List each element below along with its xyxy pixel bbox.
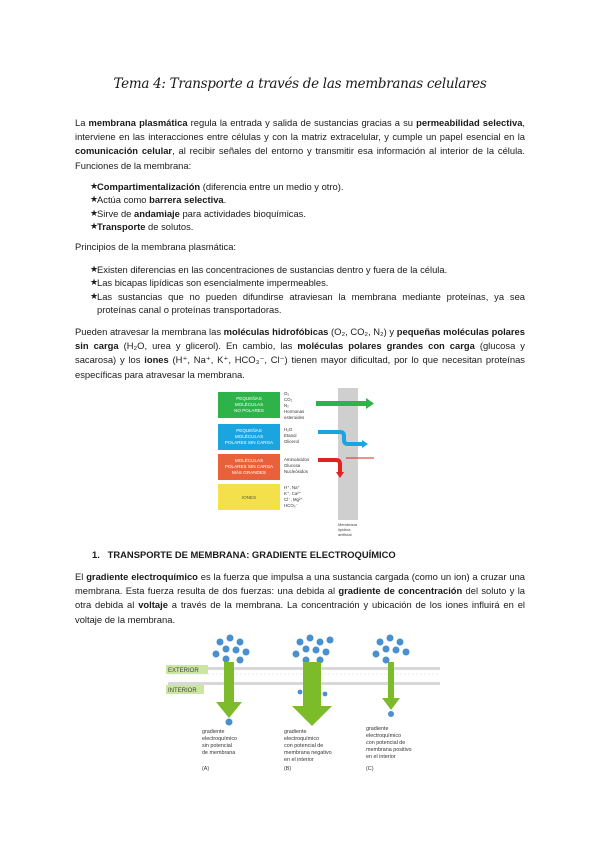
box-label: MÁS GRANDES [232,470,266,475]
items-label: Etanol [284,433,297,438]
list-item: ★ Transporte de solutos. [90,220,194,232]
page-title: Tema 4: Transporte a través de las membranas celulares [113,76,487,92]
caption-line: con potencial de [284,743,324,749]
caption-line: gradiente [202,729,225,735]
lipid-membrane [338,388,358,520]
gradient-arrow [224,662,234,702]
items-label: Glicerol [284,439,299,444]
ion-cluster [213,635,250,664]
caption-line: electroquímico [284,736,320,742]
box-label: NO POLARES [234,408,264,413]
arrow-head [216,702,242,718]
star-bullet-icon: ★ [90,207,99,218]
panel-letter: (B) [284,766,292,772]
caption-line: membrana negativo [284,750,332,756]
intro-paragraph: La membrana plasmática regula la entrada y salida de sustancias gracias a su permeabilidad selectiva, interviene en las interacciones entre células y con la matriz extracelular, y cumple un papel esencial en la comunicación celular, al recibir señales del entorno y transmitir esa información al interior de la célula. Funciones de la membrana: [75,117,526,171]
electro-paragraph: El gradiente electroquímico es la fuerza que impulsa a una sustancia cargada (como un ion) a cruzar una membrana. Esta fuerza resulta de dos fuerzas: una debida al gradiente de concentración del soluto y la otra debida al voltaje a través de la membrana. La concentración y ubicación de los iones influirá en el voltaje de la membrana. [75,571,526,625]
items-label: Cl⁻, Mg²⁺ [284,497,303,502]
row-ions [218,484,303,510]
box-label: POLARES SIN CARGA [224,464,274,469]
ion [388,711,394,717]
arrow-head [292,706,332,726]
caption-line: gradiente [284,729,307,735]
list-item: ★ Compartimentalización (diferencia entre un medio y otro). [90,181,344,192]
section-heading: 1. TRANSPORTE DE MEMBRANA: GRADIENTE ELECTROQUÍMICO [92,549,396,560]
items-label: Hormonas [284,409,305,414]
panel-b [284,635,334,773]
star-bullet-icon: ★ [90,277,99,288]
items-label: Nucleósidos [284,469,308,474]
items-label: CO₂ [284,397,293,402]
items-label: O₂ [284,391,290,396]
gradient-arrow [388,662,394,698]
caption-line: electroquímico [366,733,402,739]
membrane-label: artificial [338,532,352,537]
box-label: PEQUEÑAS [236,428,262,433]
list-item: ★ Las bicapas lipídicas son esencialmente impermeables. [90,277,329,289]
caption-line: en el interior [366,754,396,760]
caption-line: sin potencial [202,743,232,749]
membrane-label: Membrana [338,522,358,527]
permeability-figure [218,388,390,544]
interior-label: INTERIOR [168,688,197,694]
items-label: H₂O [284,427,293,432]
star-bullet-icon: ★ [90,264,99,274]
arrow-head [382,698,400,710]
principles-intro: Principios de la membrana plasmática: [75,241,237,252]
arrow-blocked [318,460,340,472]
list-item: ★ Actúa como barrera selectiva. [90,194,227,206]
star-bullet-icon: ★ [90,290,99,301]
items-label: N₂ [284,403,289,408]
panel-letter: (A) [202,766,210,772]
list-item: ★ Las sustancias que no pueden difundirse atraviesan la membrana mediante proteínas, ya sea proteínas canal o proteínas transportadoras. [90,290,525,315]
caption-line: gradiente [366,726,389,732]
arrow-head [362,440,368,448]
box-label: MOLÉCULAS [234,458,264,463]
gradient-arrow [303,662,321,706]
arrow-head [366,398,374,409]
box-label: POLARES SIN CARGA [224,440,274,445]
items-label: Glucosa [284,463,301,468]
caption-line: electroquímico [202,736,238,742]
functions-list [75,180,525,233]
box-label: PEQUEÑAS [236,396,262,401]
caption-line: membrana positivo [366,747,412,753]
electrochemical-figure [160,632,440,782]
exterior-label: EXTERIOR [168,668,199,674]
molecules-paragraph: Pueden atravesar la membrana las moléculas hidrofóbicas (O₂, CO₂, N₂) y pequeñas moléculas polares sin carga (H₂O, urea y glicerol). En cambio, las moléculas polares grandes con carga (glucosa y sacarosa) y los iones (H⁺, Na⁺, K⁺, HCO₃⁻, Cl⁻) tienen mayor dificultad, por lo que necesitan proteínas específicas para atravesar la membrana. [75,326,525,380]
caption-line: con potencial de [366,740,406,746]
ion [226,719,233,726]
membrane-label: lipídica [338,527,351,532]
list-item: ★ Existen diferencias en las concentraciones de sustancias dentro y fuera de la célula. [90,264,448,275]
items-label: K⁺, Ca²⁺ [284,491,302,496]
star-bullet-icon: ★ [90,220,99,231]
caption-line: de membrana [202,750,236,756]
panel-letter: (C) [366,766,374,772]
items-label: esteroides [284,415,305,420]
box-label: IONES [241,495,257,500]
box-label: MOLÉCULAS [234,434,264,439]
items-label: H⁺, Na⁺ [284,485,300,490]
star-bullet-icon: ★ [90,181,99,191]
principles-list [75,263,525,316]
caption-line: en el interior [284,757,314,763]
ion-cluster [293,635,334,664]
box-label: MOLÉCULAS [234,402,264,407]
items-label: HCO₃⁻ [284,503,298,508]
panel-c [366,635,412,773]
arrow-pass [316,401,366,406]
ion-cluster [373,635,410,664]
panel-a [202,635,250,773]
items-label: Aminoácidos [284,457,310,462]
list-item: ★ Sirve de andamiaje para actividades bioquímicas. [90,207,306,219]
star-bullet-icon: ★ [90,194,99,205]
